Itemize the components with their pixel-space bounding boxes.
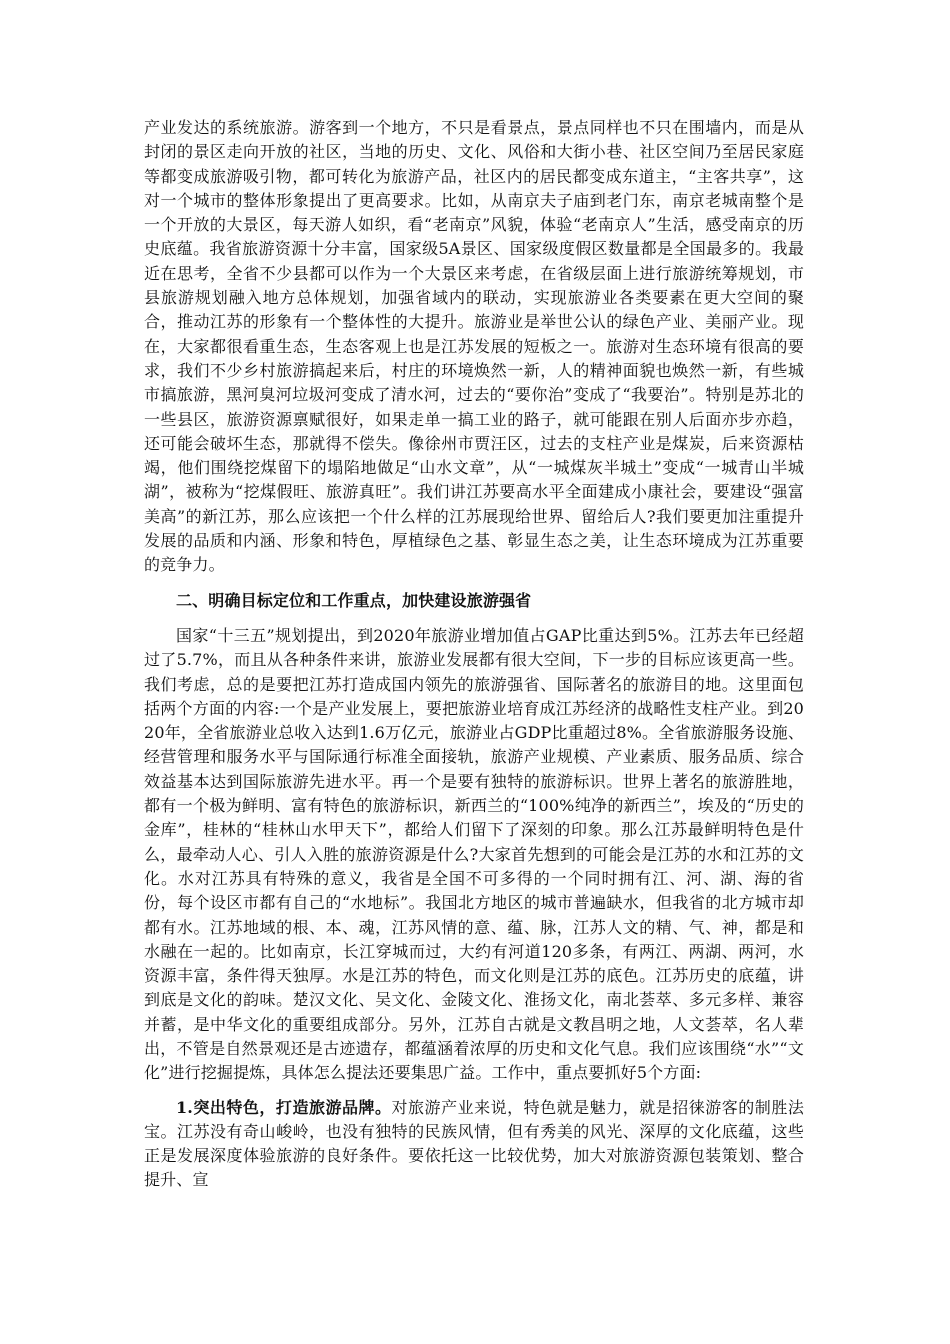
body-paragraph-1: 产业发达的系统旅游。游客到一个地方，不只是看景点，景点同样也不只在围墙内，而是从封闭的景区走向开放的社区，当地的历史、文化、风俗和大街小巷、社区空间乃至居民家庭等都变成旅游吸引物，都可转化为旅游产品，社区内的居民都变成东道主，“主客共享”，这对一个城市的整体形象提出了更高要求。比如，从南京夫子庙到老门东，南京老城南整个是一个开放的大景区，每天游人如织，看“老南京”风貌，体验“老南京人”生活，感受南京的历史底蕴。我省旅游资源十分丰富，国家级5A景区、国家级度假区数量都是全国最多的。我最近在思考，全省不少县都可以作为一个大景区来考虑，在省级层面上进行旅游统筹规划，市县旅游规划融入地方总体规划，加强省域内的联动，实现旅游业各类要素在更大空间的聚合，推动江苏的形象有一个整体性的大提升。旅游业是举世公认的绿色产业、美丽产业。现在，大家都很看重生态，生态客观上也是江苏发展的短板之一。旅游对生态环境有很高的要求，我们不少乡村旅游搞起来后，村庄的环境焕然一新，人的精神面貌也焕然一新，有些城市搞旅游，黑河臭河垃圾河变成了清水河，过去的“要你治”变成了“我要治”。特别是苏北的一些县区，旅游资源禀赋很好，如果走单一搞工业的路子，就可能跟在别人后面亦步亦趋，还可能会破坏生态，那就得不偿失。像徐州市贾汪区，过去的支柱产业是煤炭，后来资源枯竭，他们围绕挖煤留下的塌陷地做足“山水文章”，从“一城煤灰半城土”变成“一城青山半城湖”，被称为“挖煤假旺、旅游真旺”。我们讲江苏要高水平全面建成小康社会，要建设“强富美高”的新江苏，那么应该把一个什么样的江苏展现给世界、留给后人?我们要更加注重提升发展的品质和内涵、形象和特色，厚植绿色之基、彰显生态之美，让生态环境成为江苏重要的竞争力。 [144,118,804,575]
paragraph-3-lead: 1.突出特色，打造旅游品牌。 [176,1097,392,1117]
section-heading: 二、明确目标定位和工作重点，加快建设旅游强省 [176,590,532,610]
body-paragraph-2: 国家“十三五”规划提出，到2020年旅游业增加值占GAP比重达到5%。江苏去年已经超过了5.7%，而且从各种条件来讲，旅游业发展都有很大空间，下一步的目标应该更高一些。我们考虑，总的是要把江苏打造成国内领先的旅游强省、国际著名的旅游目的地。这里面包括两个方面的内容:一个是产业发展上，要把旅游业培育成江苏经济的战略性支柱产业。到2020年，全省旅游业总收入达到1.6万亿元，旅游业占GDP比重超过8%。全省旅游服务设施、经营管理和服务水平与国际通行标准全面接轨，旅游产业规模、产业素质、服务品质、综合效益基本达到国际旅游先进水平。再一个是要有独特的旅游标识。世界上著名的旅游胜地，都有一个极为鲜明、富有特色的旅游标识，新西兰的“100%纯净的新西兰”，埃及的“历史的金库”，桂林的“桂林山水甲天下”，都给人们留下了深刻的印象。那么江苏最鲜明特色是什么，最牵动人心、引人入胜的旅游资源是什么?大家首先想到的可能会是江苏的水和江苏的文化。水对江苏具有特殊的意义，我省是全国不可多得的一个同时拥有江、河、湖、海的省份，每个设区市都有自己的“水地标”。我国北方地区的城市普遍缺水，但我省的北方城市却都有水。江苏地域的根、本、魂，江苏风情的意、蕴、脉，江苏人文的精、气、神，都是和水融在一起的。比如南京，长江穿城而过，大约有河道120多条，有两江、两湖、两河，水资源丰富，条件得天独厚。水是江苏的特色，而文化则是江苏的底色。江苏历史的底蕴，讲到底是文化的韵味。楚汉文化、吴文化、金陵文化、淮扬文化，南北荟萃、多元多样、兼容并蓄，是中华文化的重要组成部分。另外，江苏自古就是文教昌明之地，人文荟萃，名人辈出，不管是自然景观还是古迹遗存，都蕴涵着浓厚的历史和文化气息。我们应该围绕“水”“文化”进行挖掘提炼，具体怎么提法还要集思广益。工作中，重点要抓好5个方面: [144,625,804,1083]
document-page [144,116,804,1193]
body-paragraph-3 [144,1096,804,1193]
paragraph-spacer [144,1086,804,1096]
paragraph-3-text: 对旅游产业来说，特色就是魅力，就是招徕游客的制胜法宝。江苏没有奇山峻岭，也没有独特的民族风情，但有秀美的风光、深厚的文化底蕴，这些正是发展深度体验旅游的良好条件。要依托这一比较优势，加大对旅游资源包装策划、整合提升、宣 [144,1097,804,1190]
